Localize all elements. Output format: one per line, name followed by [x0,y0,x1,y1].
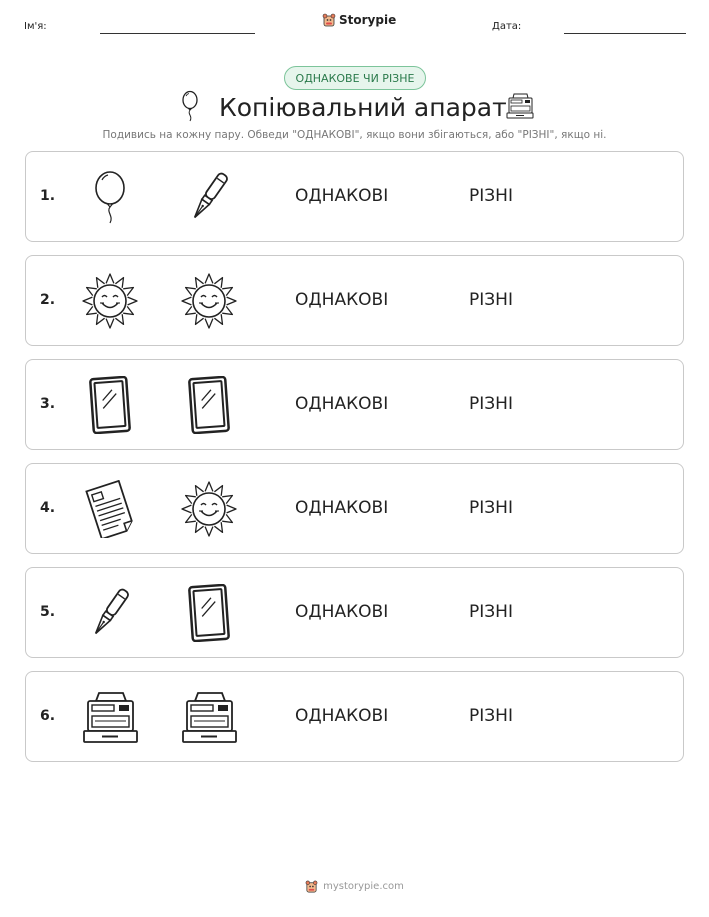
row-number: 5. [40,604,56,620]
storypie-mascot-icon [305,880,318,893]
title-row [0,88,709,132]
footer [0,880,709,893]
different-option[interactable]: РІЗНІ [469,186,513,206]
different-option[interactable]: РІЗНІ [469,498,513,518]
row-number: 1. [40,188,56,204]
date-line[interactable] [564,33,686,34]
same-option[interactable]: ОДНАКОВІ [295,498,389,518]
copier-icon [180,688,238,746]
fountain-pen-icon [81,584,139,642]
tablet-icon [180,584,238,642]
name-label: Ім'я: [24,21,47,32]
activity-badge: ОДНАКОВЕ ЧИ РІЗНЕ [284,66,426,90]
sun-icon [81,272,139,330]
exercise-row [25,567,684,658]
row-number: 4. [40,500,56,516]
balloon-icon [81,168,139,226]
same-option[interactable]: ОДНАКОВІ [295,706,389,726]
same-option[interactable]: ОДНАКОВІ [295,602,389,622]
exercise-row [25,463,684,554]
same-option[interactable]: ОДНАКОВІ [295,290,389,310]
copier-icon [81,688,139,746]
copier-icon [505,92,535,120]
exercise-row [25,671,684,762]
exercise-row [25,359,684,450]
tablet-icon [81,376,139,434]
fountain-pen-icon [180,168,238,226]
different-option[interactable]: РІЗНІ [469,706,513,726]
document-icon [81,480,139,538]
tablet-icon [180,376,238,434]
storypie-mascot-icon [322,13,336,27]
same-option[interactable]: ОДНАКОВІ [295,394,389,414]
sun-icon [180,272,238,330]
exercise-row [25,151,684,242]
row-number: 2. [40,292,56,308]
sun-icon [180,480,238,538]
page-title: Копіювальний апарат [219,93,507,122]
balloon-icon [178,90,202,122]
name-line[interactable] [100,33,255,34]
brand-logo [322,13,396,27]
instructions: Подивись на кожну пару. Обведи "ОДНАКОВІ", якщо вони збігаються, або "РІЗНІ", якщо ні. [102,129,607,141]
brand-name: Storypie [339,13,397,27]
same-option[interactable]: ОДНАКОВІ [295,186,389,206]
different-option[interactable]: РІЗНІ [469,394,513,414]
row-number: 3. [40,396,56,412]
footer-url[interactable]: mystorypie.com [323,881,404,892]
exercise-row [25,255,684,346]
different-option[interactable]: РІЗНІ [469,602,513,622]
date-label: Дата: [492,21,522,32]
row-number: 6. [40,708,56,724]
different-option[interactable]: РІЗНІ [469,290,513,310]
